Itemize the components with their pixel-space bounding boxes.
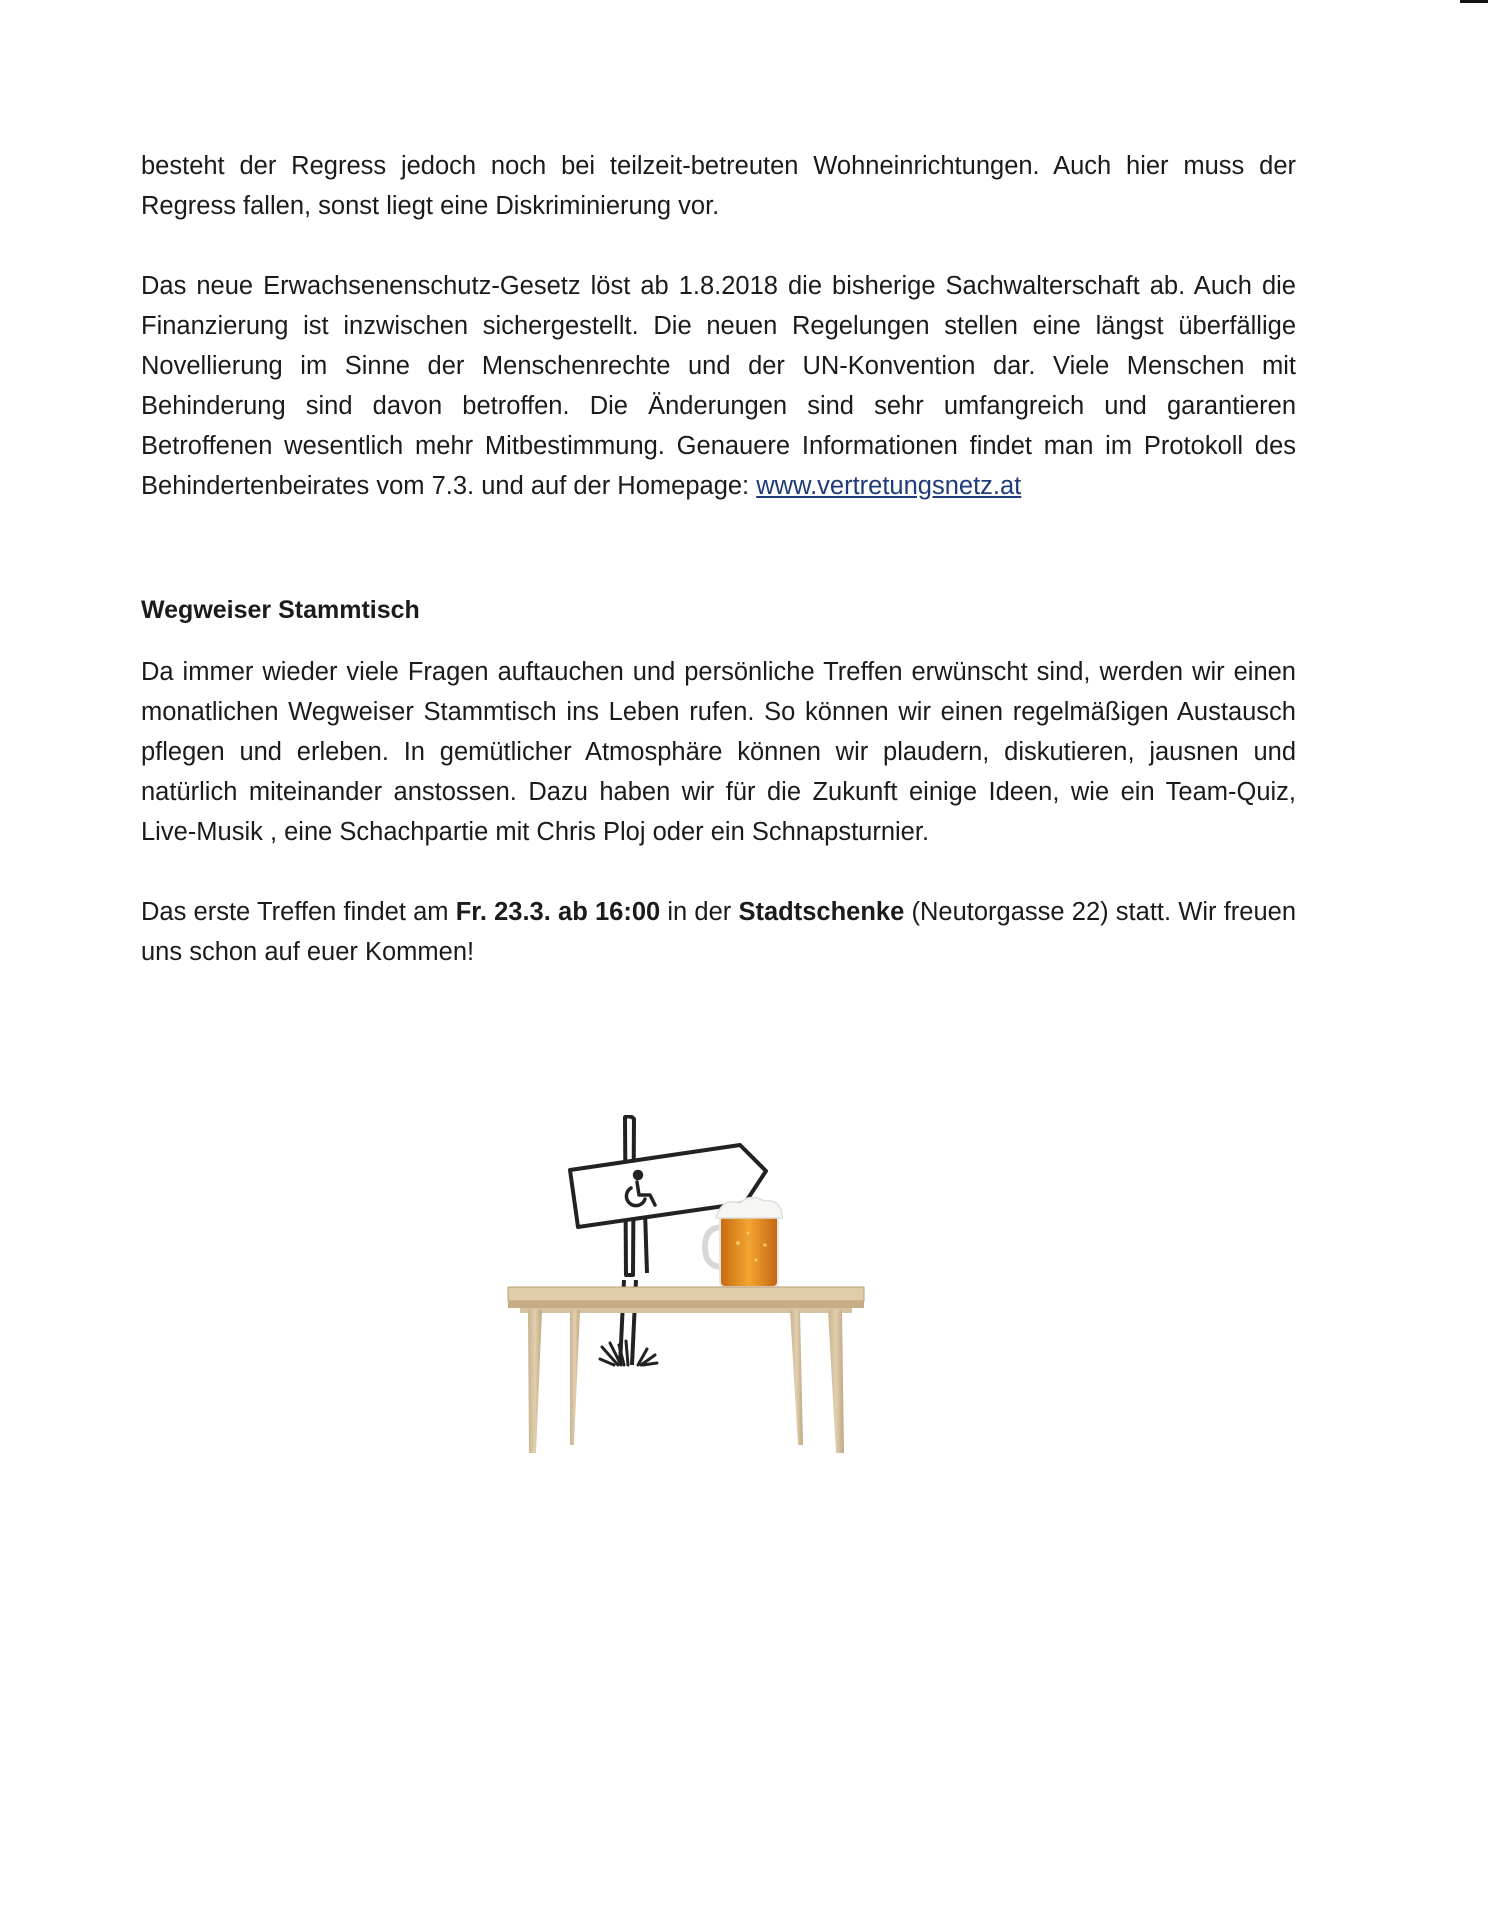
paragraph-erwachsenenschutz-text: Das neue Erwachsenenschutz-Gesetz löst ab 1.8.2018 die bisherige Sachwalterschaft ab. Auch die Finanzierung ist inzwischen sichergestellt. Die neuen Regelungen stellen eine längst überfällige Novellierung im Sinne der Menschenrechte und der UN-Konvention dar. Viele Menschen mit Behinderung sind davon betroffen. Die Änderungen sind sehr umfangreich und garantieren Betroffenen wesentlich mehr Mitbestimmung. Genauere Informationen findet man im Protokoll des Behindertenbeirates vom 7.3. und auf der Homepage: [141,272,1296,500]
meeting-text-1: Das erste Treffen findet am [141,898,456,926]
paragraph-first-meeting [141,892,1296,972]
vertretungsnetz-link[interactable]: www.vertretungsnetz.at [756,472,1022,500]
meeting-text-2: in der [660,898,739,926]
table-icon [508,1287,864,1453]
paragraph-stammtisch: Da immer wieder viele Fragen auftauchen und persönliche Treffen erwünscht sind, werden wir einen monatlichen Wegweiser Stammtisch ins Leben rufen. So können wir einen regelmäßigen Austausch pflegen und erleben. In gemütlicher Atmosphäre können wir plaudern, diskutieren, jausnen und natürlich miteinander anstossen. Dazu haben wir für die Zukunft einige Ideen, wie ein Team-Quiz, Live-Musik , eine Schachpartie mit Chris Ploj oder ein Schnapsturnier. [141,658,1296,846]
paragraph-regress: besteht der Regress jedoch noch bei teilzeit-betreuten Wohneinrichtungen. Auch hier muss der Regress fallen, sonst liegt eine Diskriminierung vor. [141,152,1296,220]
meeting-venue: Stadtschenke [738,898,905,926]
document-page [141,146,1296,972]
paragraph-erwachsenenschutz [141,266,1296,506]
meeting-date-time: Fr. 23.3. ab 16:00 [455,898,661,926]
grass-icon [600,1341,657,1365]
beer-mug-icon [705,1197,782,1287]
meeting-text-3: (Neutorgasse 22) statt. Wir freuen uns schon auf euer Kommen! [141,898,1296,966]
section-heading: Wegweiser Stammtisch [141,596,420,624]
stammtisch-illustration [500,1115,960,1535]
scan-edge-mark [1460,0,1488,3]
